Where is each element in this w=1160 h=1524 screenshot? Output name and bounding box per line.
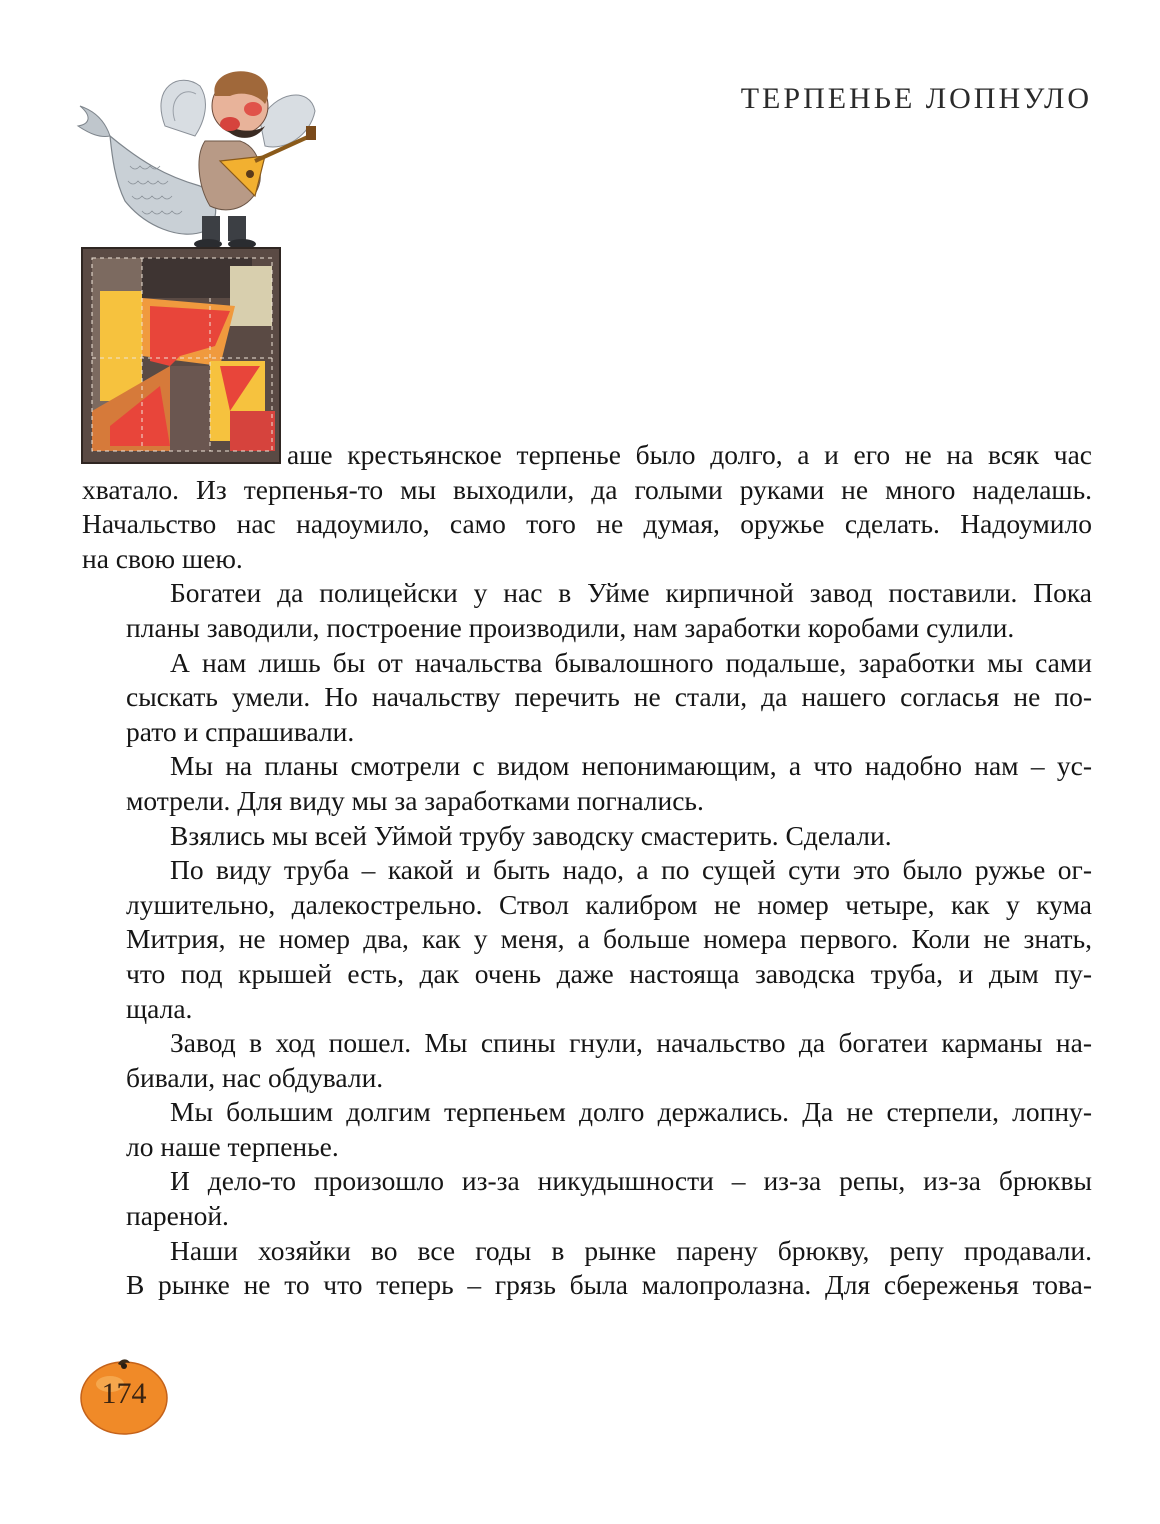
text-line: хватало. Из терпенья-то мы выходили, да голыми руками не много наделашь. — [82, 473, 1092, 505]
text-line: пареной. — [126, 1200, 229, 1232]
paragraph — [82, 1234, 1092, 1303]
page-number: 174 — [101, 1377, 147, 1410]
text-line: планы заводили, построение производили, нам заработки коробами сулили. — [126, 611, 1015, 643]
text-line: В рынке не то что теперь – грязь была малопролазна. Для сбереженья това- — [126, 1269, 1092, 1301]
paragraph — [82, 1095, 1092, 1164]
boots-icon — [194, 216, 256, 249]
text-line: Начальство нас надоумило, само того не думая, оружье сделать. Надоумило — [82, 508, 1092, 540]
musician-figure — [199, 71, 268, 210]
text-line: аше крестьянское терпенье было долго, а и его не на всяк час — [287, 439, 1092, 470]
text-line: ло наше терпенье. — [126, 1130, 339, 1162]
dropcap-letter-n — [82, 248, 280, 463]
paragraph — [82, 1026, 1092, 1095]
dropcap-illustration — [70, 66, 340, 466]
paragraph — [82, 853, 1092, 1026]
text-line: Завод в ход пошел. Мы спины гнули, начальство да богатеи карманы на- — [170, 1027, 1092, 1059]
text-line: Богатеи да полицейски у нас в Уйме кирпичной завод поставили. Пока — [170, 577, 1092, 609]
text-line: на свою шею. — [82, 542, 243, 574]
text-line: Митрия, не номер два, как у меня, а больше номера первого. Коли не знать, — [126, 923, 1092, 955]
text-line: мотрели. Для виду мы за заработками погнались. — [126, 784, 704, 816]
text-line: лушительно, далекострельно. Ствол калибром не номер четыре, как у кума — [126, 888, 1092, 920]
paragraph — [82, 1164, 1092, 1233]
text-line: сыскать умели. Но начальству перечить не стали, да нашего согласья не по- — [126, 681, 1092, 713]
body-text — [82, 438, 1092, 1303]
running-head: ТЕРПЕНЬЕ ЛОПНУЛО — [740, 82, 1092, 115]
text-line: А нам лишь бы от начальства бывалошного подальше, заработки мы сами — [170, 646, 1092, 678]
text-line: Взялись мы всей Уймой трубу заводску смастерить. Сделали. — [170, 819, 892, 851]
paragraph — [82, 576, 1092, 645]
paragraph — [82, 819, 1092, 854]
text-line: По виду труба – какой и быть надо, а по сущей сути это было ружье ог- — [170, 854, 1092, 886]
text-line: Мы большим долгим терпеньем долго держались. Да не стерпели, лопну- — [170, 1096, 1092, 1128]
text-line: И дело-то произошло из-за никудышности – из-за репы, из-за брюквы — [170, 1165, 1092, 1197]
text-line: щала. — [126, 992, 193, 1024]
text-line: что под крышей есть, дак очень даже настояща заводска труба, и дым пу- — [126, 957, 1092, 989]
text-line: бивали, нас обдували. — [126, 1061, 384, 1093]
text-line: Мы на планы смотрели с видом непонимающим, а что надобно нам – ус- — [170, 750, 1092, 782]
paragraph — [82, 646, 1092, 750]
paragraph — [82, 438, 1092, 576]
text-line: Наши хозяйки во все годы в рынке парену брюкву, репу продавали. — [170, 1234, 1092, 1266]
text-line: рато и спрашивали. — [126, 715, 355, 747]
paragraph — [82, 749, 1092, 818]
